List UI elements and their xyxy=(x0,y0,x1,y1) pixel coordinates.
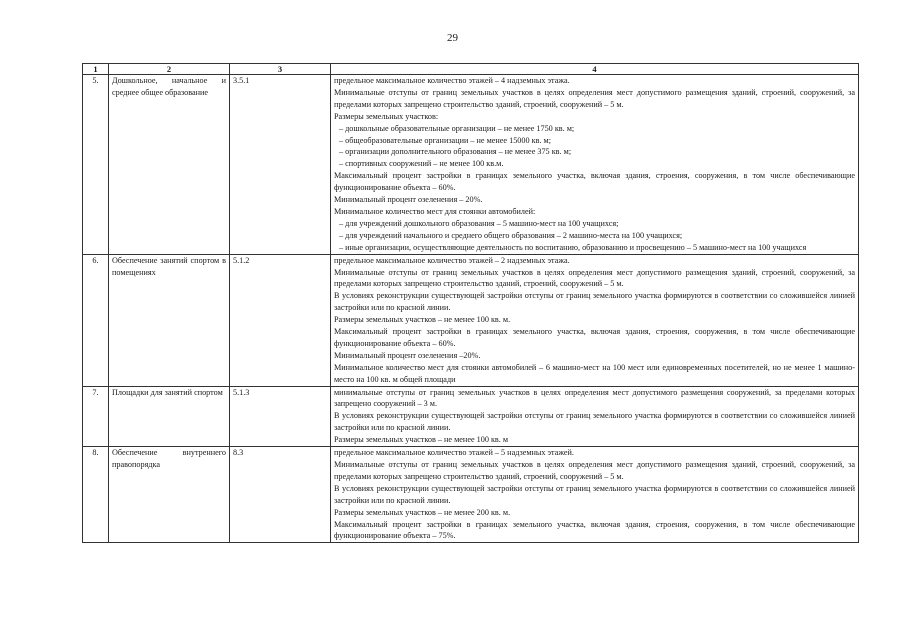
parameter-line: Минимальные отступы от границ земельных участков в целях определения мест допустимого размещения зданий, строений, сооружений, за пределами которых запрещено строительство зданий, строений, сооружений – 5 м. xyxy=(334,460,855,481)
parameter-line: В условиях реконструкции существующей застройки отступы от границ земельного участка формируются в соответствии со сложившейся линией застройки или по красной линии. xyxy=(334,483,855,505)
parameter-line: предельное максимальное количество этажей – 2 надземных этажа. xyxy=(334,255,570,265)
parameter-bullet: – иные организации, осуществляющие деятельность по воспитанию, образованию и просвещению – 5 машино-мест на 100 учащихся xyxy=(339,242,807,252)
row-number: 8. xyxy=(83,447,109,543)
parameter-bullet: – спортивных сооружений – не менее 100 кв.м. xyxy=(339,159,504,169)
table-header-row xyxy=(83,64,859,75)
parameter-line: Минимальное количество мест для стоянки автомобилей: xyxy=(334,206,536,216)
parameter-line: Минимальные отступы от границ земельных участков в целях определения мест допустимого размещения зданий, строений, сооружений, за пределами которых запрещено строительство зданий, строений, сооружений – 5 м. xyxy=(334,87,855,109)
parameters-cell xyxy=(331,254,859,386)
land-use-code: 3.5.1 xyxy=(230,75,331,255)
parameter-line: Минимальные отступы от границ земельных участков в целях определения мест допустимого размещения зданий, строений, сооружений, за пределами которых запрещено строительство зданий, строений, сооружений – 5 м. xyxy=(334,267,855,289)
parameter-bullet: – для учреждений начального и среднего общего образования – 2 машино-места на 100 учащихся; xyxy=(339,230,683,240)
parameter-line: Размеры земельных участков – не менее 100 кв. м. xyxy=(334,315,511,325)
land-use-type: Обеспечение занятий спортом в помещениях xyxy=(109,254,230,386)
land-use-code: 8.3 xyxy=(230,447,331,543)
land-use-type: Дошкольное, начальное и среднее общее образование xyxy=(109,75,230,255)
parameter-bullet: – общеобразовательные организации – не менее 15000 кв. м; xyxy=(339,135,552,145)
column-header: 3 xyxy=(230,64,331,75)
parameter-line: Минимальный процент озеленения –20%. xyxy=(334,350,481,360)
parameter-line: В условиях реконструкции существующей застройки отступы от границ земельного участка формируются в соответствии со сложившейся линией застройки или по красной линии. xyxy=(334,411,855,433)
land-use-code: 5.1.2 xyxy=(230,254,331,386)
parameter-bullet: – дошкольные образовательные организации – не менее 1750 кв. м; xyxy=(339,123,575,133)
table-row xyxy=(83,254,859,386)
parameter-line: В условиях реконструкции существующей застройки отступы от границ земельного участка формируются в соответствии со сложившейся линией застройки или по красной линии. xyxy=(334,291,855,313)
parameter-line: Размеры земельных участков: xyxy=(334,111,439,121)
parameter-bullet: – организации дополнительного образования – не менее 375 кв. м; xyxy=(339,147,572,157)
parameter-line: минимальные отступы от границ земельных участков в целях определения мест допустимого размещения сооружений, за пределами которых запрещено сооружений – 3 м. xyxy=(334,387,855,409)
parameter-line: Максимальный процент застройки в границах земельного участка, включая здания, строения, сооружения, в том числе обеспечивающие функционирование объекта – 60%. xyxy=(334,327,855,348)
regulations-table xyxy=(82,63,859,543)
parameter-line: Минимальный процент озеленения – 20%. xyxy=(334,195,483,205)
table-row xyxy=(83,447,859,543)
parameters-cell xyxy=(331,75,859,255)
land-use-code: 5.1.3 xyxy=(230,386,331,447)
row-number: 6. xyxy=(83,254,109,386)
land-use-type: Обеспечение внутреннего правопорядка xyxy=(109,447,230,543)
parameter-line: Максимальный процент застройки в границах земельного участка, включая здания, строения, сооружения, в том числе обеспечивающие функционирование объекта – 60%. xyxy=(334,171,855,193)
table-row xyxy=(83,386,859,447)
land-use-type: Площадки для занятий спортом xyxy=(109,386,230,447)
table-body xyxy=(83,75,859,543)
column-header: 1 xyxy=(83,64,109,75)
parameter-line: Размеры земельных участков – не менее 200 кв. м. xyxy=(334,507,511,517)
parameters-cell xyxy=(331,386,859,447)
column-header: 4 xyxy=(331,64,859,75)
page-number: 29 xyxy=(447,32,458,44)
row-number: 7. xyxy=(83,386,109,447)
table-row xyxy=(83,75,859,255)
parameter-line: Максимальный процент застройки в границах земельного участка, включая здания, строения, сооружения, в том числе обеспечивающие функционирование объекта – 75%. xyxy=(334,519,855,541)
column-header: 2 xyxy=(109,64,230,75)
parameter-line: Минимальное количество мест для стоянки автомобилей – 6 машино-мест на 100 мест или единовременных посетителей, но не менее 1 машино-место на 100 кв. м общей площади xyxy=(334,362,855,384)
parameter-line: предельное максимальное количество этажей – 5 надземных этажей. xyxy=(334,448,574,458)
parameter-line: предельное максимальное количество этажей – 4 надземных этажа. xyxy=(334,76,570,85)
parameter-bullet: – для учреждений дошкольного образования – 5 машино-мест на 100 учащихся; xyxy=(339,218,619,228)
parameter-line: Размеры земельных участков – не менее 100 кв. м xyxy=(334,435,509,445)
row-number: 5. xyxy=(83,75,109,255)
parameters-cell xyxy=(331,447,859,543)
